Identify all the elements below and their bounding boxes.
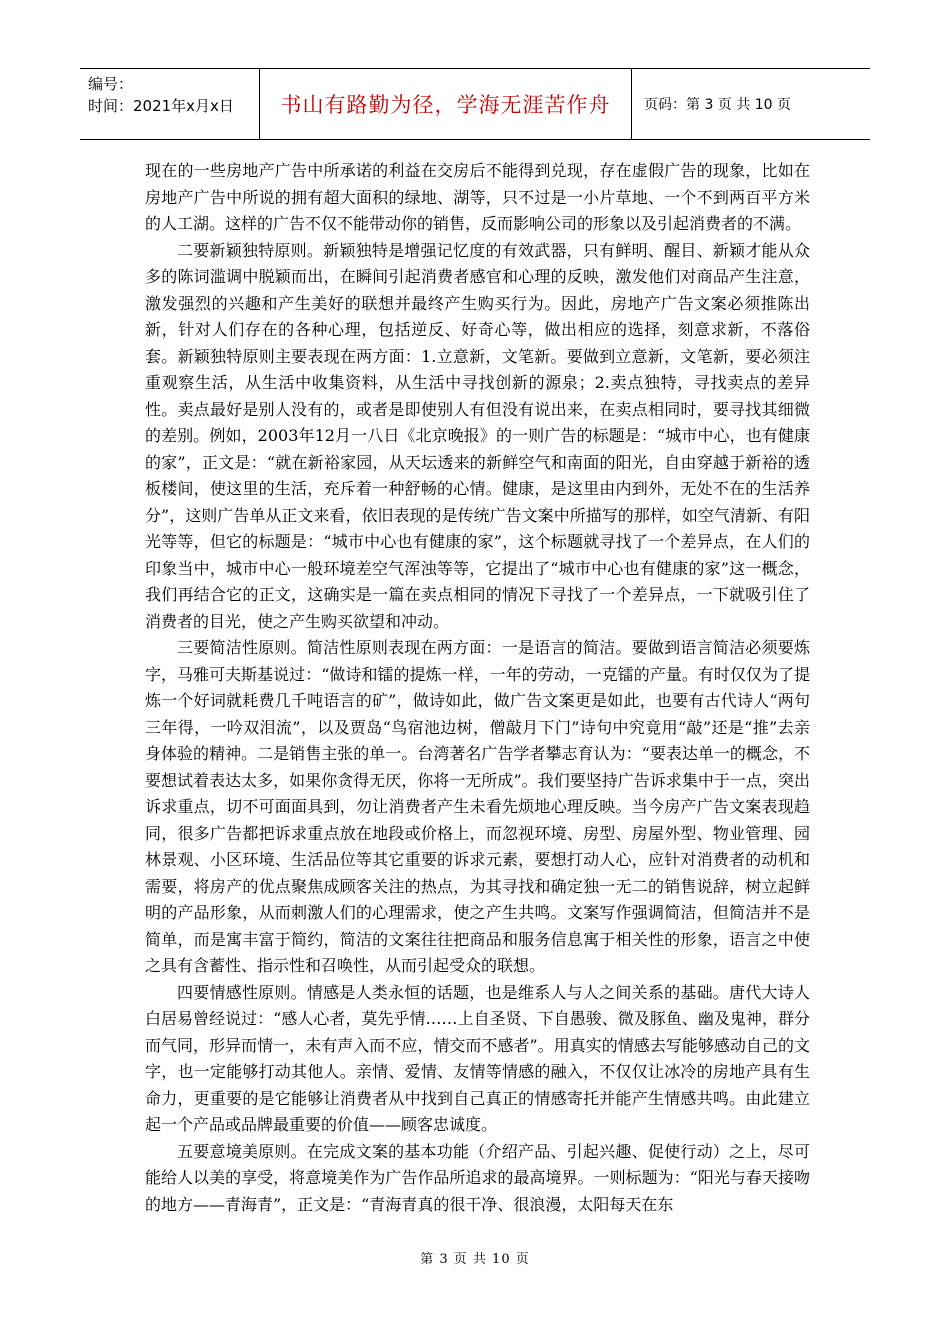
footer-page-number: 第 3 页 共 10 页 xyxy=(420,1252,530,1267)
body-paragraph-emotion-principle: 四要情感性原则。情感是人类永恒的话题，也是维系人与人之间关系的基础。唐代大诗人白居易曾经说过：“感人心者，莫先乎情……上自圣贤、下自愚骏、微及豚鱼、幽及鬼神，群分而气同，形异而情一，未有声入而不应，情交而不感者”。用真实的情感去写能够感动自己的文字，也一定能够打动其他人。亲情、爱情、友情等情感的融入，不仅仅让冰冷的房地产具有生命力，更重要的是它能够让消费者从中找到自己真正的情感寄托并能产生情感共鸣。由此建立起一个产品或品牌最重要的价值——顾客忠诚度。 xyxy=(145,982,810,1134)
body-paragraph-conciseness-principle: 三要简洁性原则。简洁性原则表现在两方面：一是语言的简洁。要做到语言简洁必须要炼字，马雅可夫斯基说过：“做诗和镭的提炼一样，一年的劳动，一克镭的产量。有时仅仅为了提炼一个好词就耗费几千吨语言的矿”，做诗如此，做广告文案更是如此，也要有古代诗人“两句三年得，一吟双泪流”，以及贾岛“鸟宿池边树，僧敲月下门”诗句中究竟用“敲”还是“推”去亲身体验的精神。二是销售主张的单一。台湾著名广告学者攀志育认为：“要表达单一的概念，不要想试着表达太多，如果你贪得无厌，你将一无所成”。我们要坚持广告诉求集中于一点，突出诉求重点，切不可面面具到，勿让消费者产生未看先烦地心理反映。当今房产广告文案表现趋同，很多广告都把诉求重点放在地段或价格上，而忽视环境、房型、房屋外型、物业管理、园林景观、小区环境、生活品位等其它重要的诉求元素，要想打动人心，应针对消费者的动机和需要，将房产的优点聚焦成顾客关注的热点，为其寻找和确定独一无二的销售说辞，树立起鲜明的产品形象，从而刺激人们的心理需求，使之产生共鸣。文案写作强调简洁，但简洁并不是简单，而是寓丰富于简约，简洁的文案往往把商品和服务信息寓于相关性的形象，语言之中使之具有含蓄性、指示性和召唤性，从而引起受众的联想。 xyxy=(145,638,810,975)
header-page-info-cell xyxy=(632,69,870,139)
body-paragraph-novelty-principle: 二要新颖独特原则。新颖独特是增强记忆度的有效武器，只有鲜明、醒目、新颖才能从众多的陈词滥调中脱颖而出，在瞬间引起消费者感官和心理的反映，激发他们对商品产生注意，激发强烈的兴趣和产生美好的联想并最终产生购买行为。因此，房地产广告文案必须推陈出新，针对人们存在的各种心理，包括逆反、好奇心等，做出相应的选择，刻意求新，不落俗套。新颖独特原则主要表现在两方面：1.立意新，文笔新。要做到立意新，文笔新，要必须注重观察生活，从生活中收集资料，从生活中寻找创新的源泉；2.卖点独特，寻找卖点的差异性。卖点最好是别人没有的，或者是即使别人有但没有说出来，在卖点相同时，要寻找其细微的差别。例如，2003年12月一八日《北京晚报》的一则广告的标题是：“城市中心，也有健康的家”，正文是：“就在新裕家园，从天坛透来的新鲜空气和南面的阳光，自由穿越于新裕的透板楼间，使这里的生活，充斥着一种舒畅的心情。健康，是这里由内到外，无处不在的生活养分”，这则广告单从正文来看，依旧表现的是传统广告文案中所描写的那样，如空气清新、有阳光等等，但它的标题是：“城市中心也有健康的家”，这个标题就寻找了一个差异点，在人们的印象当中，城市中心一般环境差空气浑浊等等，它提出了“城市中心也有健康的家”这一概念，我们再结合它的正文，这确实是一篇在卖点相同的情况下寻找了一个差异点，一下就吸引住了消费者的目光，使之产生购买欲望和冲动。 xyxy=(145,240,810,631)
header-motto: 书山有路勤为径，学海无涯苦作舟 xyxy=(280,93,611,117)
header-meta xyxy=(80,69,260,139)
body-paragraph-continued: 现在的一些房地产广告中所承诺的利益在交房后不能得到兑现，存在虚假广告的现象，比如在房地产广告中所说的拥有超大面积的绿地、湖等，只不过是一小片草地、一个不到两百平方米的人工湖。这样的广告不仅不能带动你的销售，反而影响公司的形象以及引起消费者的不满。 xyxy=(145,161,810,233)
page-header xyxy=(80,68,870,140)
header-motto-cell xyxy=(260,69,632,139)
doc-date-label: 时间：2021年x月x日 xyxy=(88,97,234,115)
document-body xyxy=(145,158,810,1218)
doc-code-label: 编号： xyxy=(88,75,134,93)
body-paragraph-artistic-principle: 五要意境美原则。在完成文案的基本功能（介绍产品、引起兴趣、促使行动）之上，尽可能给人以美的享受，将意境美作为广告作品所追求的最高境界。一则标题为：“阳光与春天接吻的地方——青海青”，正文是：“青海青真的很干净、很浪漫，太阳每天在东 xyxy=(145,1141,810,1214)
page-footer xyxy=(0,1248,950,1267)
header-page-info: 页码：第 3 页 共 10 页 xyxy=(644,97,791,113)
